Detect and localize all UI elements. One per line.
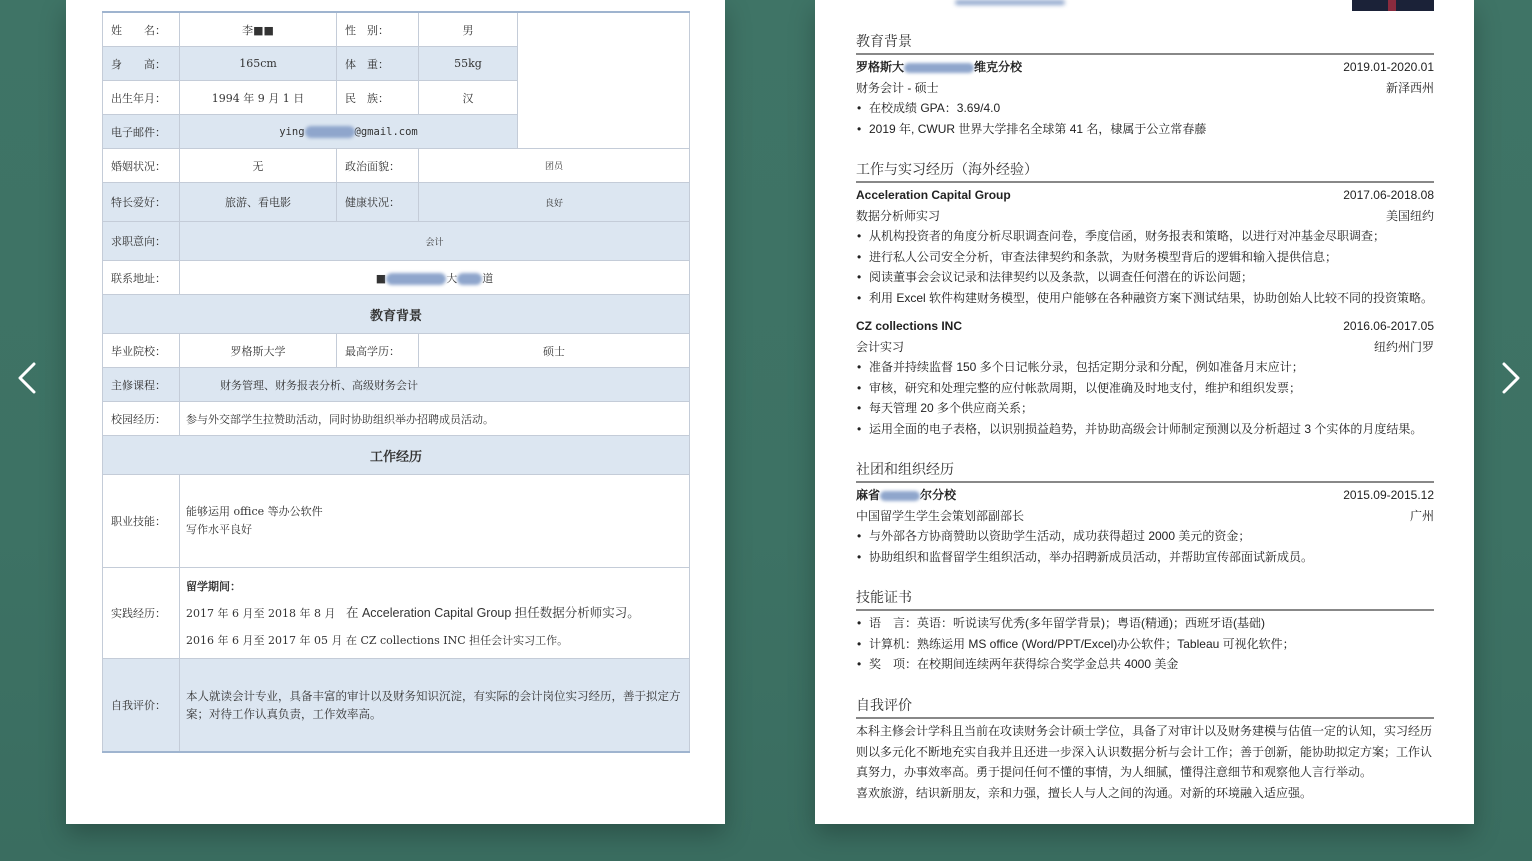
list-item: • 每天管理 20 多个供应商关系； [856, 398, 1434, 419]
section-title: 工作与实习经历（海外经验） [856, 159, 1434, 183]
birth-value: 1994 年 9 月 1 日 [180, 81, 337, 115]
weight-value: 55kg [419, 47, 518, 81]
job-label: 求职意向： [103, 222, 180, 261]
list-item: • 在校成绩 GPA：3.69/4.0 [856, 98, 1434, 119]
hobby-value: 旅游、看电影 [180, 183, 337, 222]
list-item: • 协助组织和监督留学生组织活动，举办招聘新成员活动，并帮助宣传部面试新成员。 [856, 547, 1434, 568]
list-item: • 计算机：熟练运用 MS office (Word/PPT/Excel)办公软件；Tableau 可视化软件； [856, 634, 1434, 655]
section-title: 自我评价 [856, 695, 1434, 719]
resume-page-right [815, 0, 1474, 824]
name-header-blurred [955, 0, 1065, 5]
list-item: • 从机构投资者的角度分析尽职调查问卷，季度信函，财务报表和策略，以进行对冲基金尽职调查； [856, 226, 1434, 247]
courses-value: 财务管理、财务报表分析、高级财务会计 [180, 368, 690, 402]
list-item: • 进行私人公司安全分析，审查法律契约和条款，为财务模型背后的逻辑和输入提供信息； [856, 247, 1434, 268]
name-value: 李■■ [180, 12, 337, 47]
list-item: • 审核，研究和处理完整的应付帐款周期，以便准确及时地支付，维护和组织发票； [856, 378, 1434, 399]
ethnic-value: 汉 [419, 81, 518, 115]
education-section-title: 教育背景 [103, 295, 690, 334]
gender-label: 性 别： [337, 12, 419, 47]
practice-label: 实践经历： [103, 568, 180, 659]
school-label: 毕业院校： [103, 334, 180, 368]
self-eval-value: 本人就读会计专业，具备丰富的审计以及财务知识沉淀，有实际的会计岗位实习经历，善于拟定方案；对待工作认真负责，工作效率高。 [180, 659, 690, 753]
campus-label: 校园经历： [103, 402, 180, 436]
self-eval-section: 自我评价 本科主修会计学科且当前在攻读财务会计硕士学位，具备了对审计以及财务建模与估值一定的认知，实习经历则以多元化不断地充实自我并且还进一步深入认识数据分析与会计工作；善于创新，能协助拟定方案；工作认真努力，办事效率高。勇于提问任何不懂的事情，为人细腻，懂得注意细节和观察他人言行举动。 喜欢旅游，结识新朋友，亲和力强，擅长人与人之间的沟通。对新的环境融入适应强。 [856, 697, 1433, 800]
email-value: ying @gmail.com [180, 115, 518, 149]
list-item: • 与外部各方协商赞助以资助学生活动，成功获得超过 2000 美元的资金； [856, 526, 1434, 547]
list-item: • 利用 Excel 软件构建财务模型，使用户能够在各种融资方案下测试结果，协助创始人比较不同的投资策略。 [856, 288, 1434, 309]
section-title: 教育背景 [856, 31, 1434, 55]
marital-value: 无 [180, 149, 337, 183]
degree-value: 硕士 [419, 334, 690, 368]
weight-label: 体 重： [337, 47, 419, 81]
practice-value: 留学期间： 2017 年 6 月至 2018 年 8 月 在 Acceleration Capital Group 担任数据分析师实习。 2016 年 6 月至 2017 年 05 月 在 CZ collections INC 担任会计实习工作。 [180, 568, 690, 659]
list-item: • 运用全面的电子表格，以识别损益趋势，并协助高级会计师制定预测以及分析超过 3 个实体的月度结果。 [856, 419, 1434, 440]
height-value: 165cm [180, 47, 337, 81]
health-value: 良好 [419, 183, 690, 222]
profile-photo [1352, 0, 1434, 11]
list-item: • 阅读董事会会议记录和法律契约以及条款，以调查任何潜在的诉讼问题； [856, 267, 1434, 288]
marital-label: 婚姻状况： [103, 149, 180, 183]
address-label: 联系地址： [103, 261, 180, 295]
list-item: • 语 言：英语：听说读写优秀(多年留学背景)；粤语(精通)；西班牙语(基础) [856, 613, 1434, 634]
political-value: 团员 [419, 149, 690, 183]
section-title: 社团和组织经历 [856, 459, 1434, 483]
self-eval-label: 自我评价： [103, 659, 180, 753]
previous-button[interactable] [8, 358, 48, 398]
job-value: 会计 [180, 222, 690, 261]
list-item: • 准备并持续监督 150 多个日记帐分录，包括定期分录和分配，例如准备月末应计； [856, 357, 1434, 378]
skills-section [856, 587, 1434, 675]
hobby-label: 特长爱好： [103, 183, 180, 222]
name-label: 姓 名： [103, 12, 180, 47]
education-section: 教育背景 罗格斯大 维克分校 2019.01-2020.01 财务会计 - 硕士 新泽西州 • 在校成绩 GPA：3.69/4.0 • 2019 年, CWUR 世界大学排名全球第 41 名，棣属于公立常春藤 [856, 31, 1434, 139]
photo-cell [518, 12, 690, 149]
height-label: 身 高： [103, 47, 180, 81]
address-value: ■ 大 道 [180, 261, 690, 295]
birth-label: 出生年月： [103, 81, 180, 115]
list-item: • 奖 项：在校期间连续两年获得综合奖学金总共 4000 美金 [856, 654, 1434, 675]
chevron-left-icon [8, 358, 48, 398]
resume-table [102, 11, 690, 753]
next-button[interactable] [1490, 358, 1530, 398]
health-label: 健康状况： [337, 183, 419, 222]
work-section-title: 工作经历 [103, 436, 690, 475]
political-label: 政治面貌： [337, 149, 419, 183]
school-value: 罗格斯大学 [180, 334, 337, 368]
courses-label: 主修课程： [103, 368, 180, 402]
skills-value: 能够运用 office 等办公软件 写作水平良好 [180, 475, 690, 568]
resume-page-left [66, 0, 725, 824]
skills-label: 职业技能： [103, 475, 180, 568]
email-label: 电子邮件： [103, 115, 180, 149]
org-section: 社团和组织经历 麻省 尔分校 2015.09-2015.12 中国留学生学生会策划部副部长 广州 • 与外部各方协商赞助以资助学生活动，成功获得超过 2000 美元的资金； • 协助组织和监督留学生组织活动，举办招聘新成员活动，并帮助宣传部面试新成员。 [856, 459, 1434, 567]
chevron-right-icon [1490, 358, 1530, 398]
section-title: 技能证书 [856, 587, 1434, 611]
degree-label: 最高学历： [337, 334, 419, 368]
campus-value: 参与外交部学生拉赞助活动，同时协助组织举办招聘成员活动。 [180, 402, 690, 436]
list-item: • 2019 年, CWUR 世界大学排名全球第 41 名，棣属于公立常春藤 [856, 119, 1434, 140]
work-section: 工作与实习经历（海外经验） Acceleration Capital Group 2017.06-2018.08 数据分析师实习 美国纽约 • 从机构投资者的角度分析尽职调查问卷，季度信函，财务报表和策略，以进行对冲基金尽职调查； • 进行私人公司安全分析，审查法律契约和条款，为财务模型背后的逻辑和输入提供信息； • 阅读董事会会议记录和法律契约以及条款，以调查任何潜在的诉讼问题； • 利用 Excel 软件构建财务模型，使用户能够在各种融资方案下测试结果，协助创始人比较不同的投资策略。 CZ collections INC 2016.06-2017.05 会计实习 纽约州门罗 • 准备并持续监督 150 多个日记帐分录，包括定期分录和分配，例如准备月末应计； • 审核，研究和处理完整的应付帐款周期，以便准确及时地支付，维护和组织发票； • 每天管理 20 多个供应商关系； • 运用全面的电子表格，以识别损益趋势，并协助高级会计师制定预测以及分析超过 3 个实体的月度结果。 [856, 159, 1434, 439]
ethnic-label: 民 族： [337, 81, 419, 115]
gender-value: 男 [419, 12, 518, 47]
